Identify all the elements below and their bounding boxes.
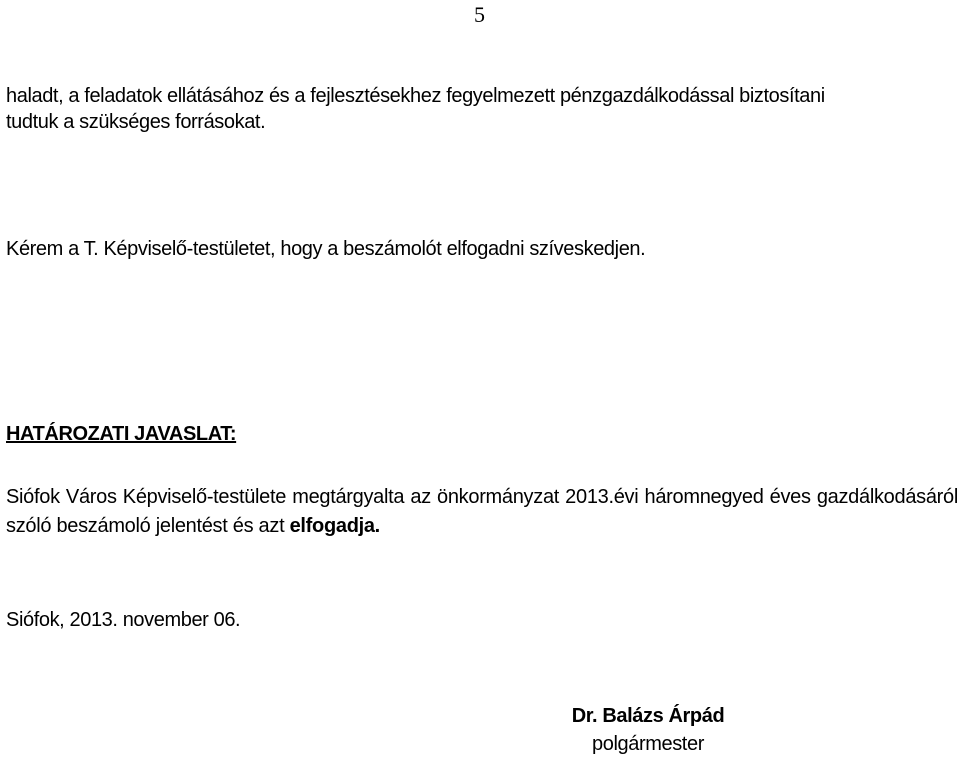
body-paragraph-2: Kérem a T. Képviselő-testületet, hogy a beszámolót elfogadni szíveskedjen. (6, 238, 646, 260)
resolution-heading: HATÁROZATI JAVASLAT: (6, 423, 237, 445)
body-paragraph-1 (6, 83, 960, 135)
resolution-body: Siófok Város Képviselő-testülete megtárgyalta az önkormányzat 2013.évi háromnegyed éves gazdálkodásáról szóló beszámoló jelentést és azt (6, 486, 958, 537)
resolution-emphasis: elfogadja. (289, 515, 380, 537)
place-date: Siófok, 2013. november 06. (6, 609, 241, 631)
signatory-title: polgármester (592, 733, 704, 755)
signature-block (520, 702, 776, 758)
signatory-name: Dr. Balázs Árpád (571, 705, 725, 727)
body-paragraph-1-line-2: tudtuk a szükséges forrásokat. (6, 111, 266, 133)
body-paragraph-1-line-1: haladt, a feladatok ellátásához és a fejlesztésekhez fegyelmezett pénzgazdálkodással biztosítani (6, 85, 825, 107)
page-number: 5 (474, 2, 485, 27)
resolution-text (6, 483, 958, 541)
